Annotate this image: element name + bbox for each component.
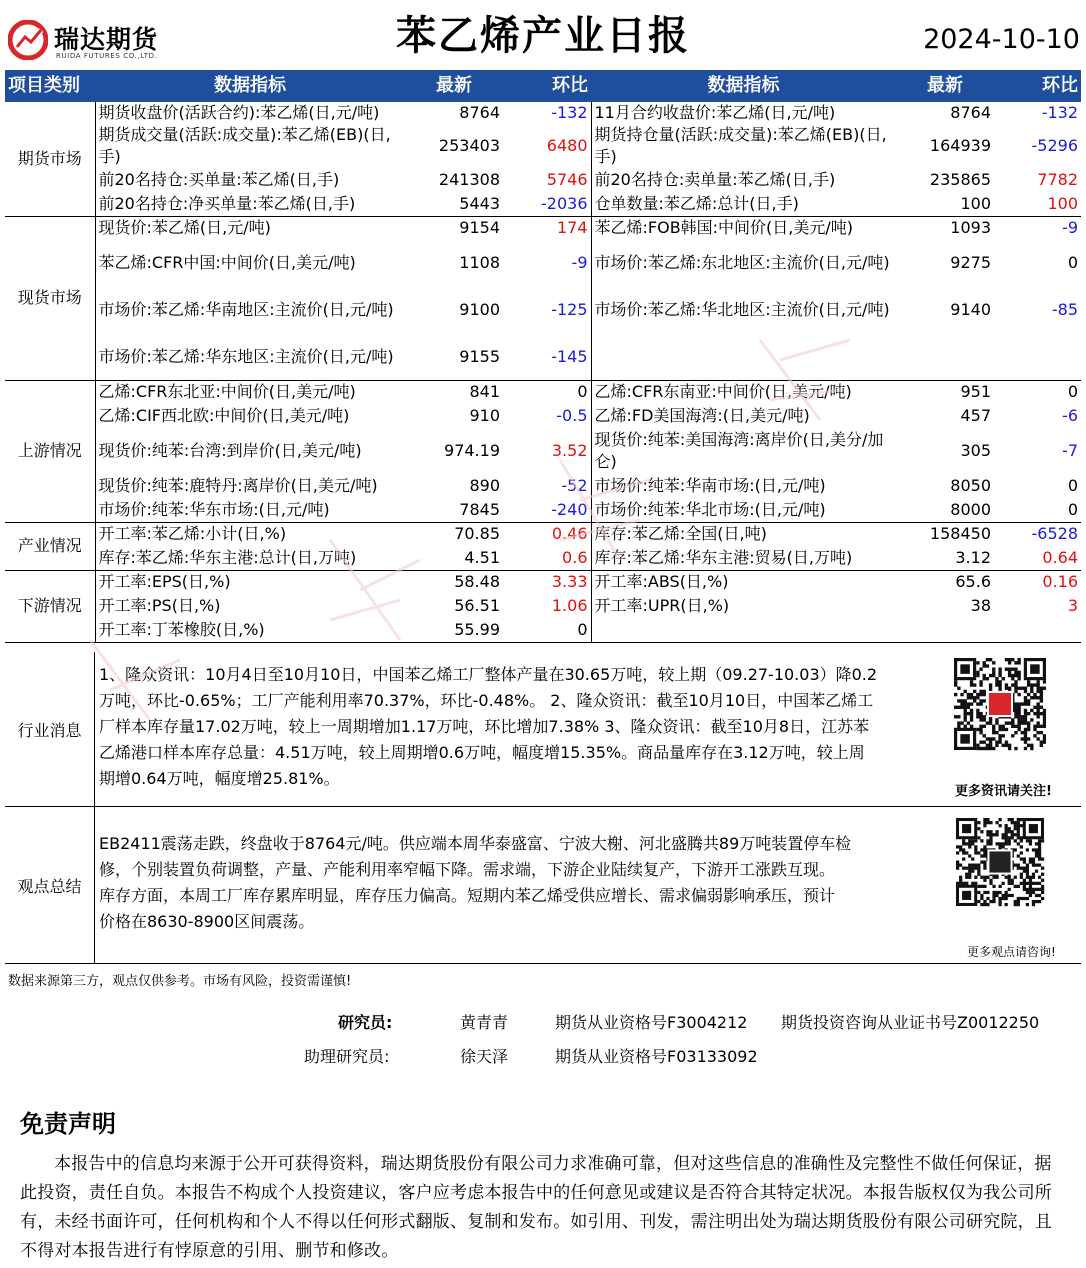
change-value: 0 — [577, 382, 588, 402]
header-indicator: 数据指标 — [95, 70, 405, 102]
latest-value: 8050 — [950, 476, 991, 495]
table-row — [5, 124, 1081, 168]
change-value: -9 — [571, 253, 588, 272]
latest-value: 55.99 — [405, 618, 503, 642]
indicator-name: 库存:苯乙烯:华东主港:总计(日,万吨) — [95, 546, 405, 570]
change-value: 0.64 — [994, 546, 1081, 570]
latest-value: 8764 — [950, 103, 991, 122]
latest-value: 7845 — [405, 498, 503, 522]
indicator-name: 现货价:纯苯:台湾:到岸价(日,美元/吨) — [98, 441, 362, 460]
latest-value: 9275 — [950, 253, 991, 272]
table-row — [5, 618, 1081, 642]
latest-value: 841 — [469, 382, 500, 402]
news-line: 乙烯港口样本库存总量：4.51万吨，较上周期增0.6万吨，幅度增15.35%。商品量库存在3.12万吨，较上周 — [99, 743, 865, 762]
indicator-name: 开工率:苯乙烯:小计(日,%) — [98, 524, 287, 544]
header-change-2: 环比 — [994, 70, 1081, 102]
summary-line: EB2411震荡走跌，终盘收于8764元/吨。供应端本周华泰盛富、宁波大榭、河北盛腾共89万吨装置停车检 — [99, 834, 852, 853]
table-row — [5, 240, 1081, 286]
latest-value — [896, 618, 994, 642]
latest-value: 38 — [970, 596, 991, 615]
researcher-cert: 期货从业资格号F3004212 — [555, 1013, 748, 1032]
view-summary-block — [5, 807, 1081, 964]
change-value: -85 — [1051, 300, 1078, 319]
change-value: 3.52 — [551, 441, 588, 460]
table-row — [5, 380, 1081, 404]
disclaimer-text: 本报告中的信息均来源于公开可获得资料，瑞达期货股份有限公司力求准确可靠，但对这些信息的准确性及完整性不做任何保证，据此投资，责任自负。本报告不构成个人投资建议，客户应考虑本报告中的任何意见或建议是否符合其特定状况。本报告版权仅为我公司所有，未经书面许可，任何机构和个人不得以任何形式翻版、复制和发布。如引用、刊发，需注明出处为瑞达期货股份有限公司研究院，且不得对本报告进行有悖原意的引用、删节和修改。 — [20, 1154, 1052, 1261]
indicator-name — [591, 618, 896, 642]
table-row — [5, 286, 1081, 334]
table-row — [5, 168, 1081, 192]
change-value: -2036 — [503, 192, 591, 216]
indicator-name: 现货价:苯乙烯(日,元/吨) — [98, 218, 271, 238]
category-label: 现货市场 — [5, 216, 95, 380]
indicator-name: 市场价:纯苯:华北市场:(日,元/吨) — [591, 498, 896, 522]
change-value: -5296 — [1031, 136, 1078, 155]
change-value: -145 — [503, 334, 591, 380]
latest-value: 9140 — [950, 300, 991, 319]
latest-value: 8000 — [896, 498, 994, 522]
indicator-name: 开工率:EPS(日,%) — [98, 572, 231, 592]
report-title: 苯乙烯产业日报 — [396, 13, 690, 59]
table-body — [5, 102, 1081, 642]
change-value: -6 — [1062, 406, 1078, 425]
header-latest: 最新 — [405, 70, 503, 102]
indicator-name: 乙烯:CFR东北亚:中间价(日,美元/吨) — [98, 382, 356, 402]
indicator-name: 11月合约收盘价:苯乙烯(日,元/吨) — [591, 102, 896, 124]
indicator-name: 苯乙烯:CFR中国:中间价(日,美元/吨) — [98, 253, 356, 272]
header-category: 项目类别 — [5, 70, 95, 102]
indicator-name: 期货持仓量(活跃:成交量):苯乙烯(EB)(日,手) — [591, 124, 896, 168]
latest-value: 4.51 — [405, 546, 503, 570]
category-label: 上游情况 — [5, 380, 95, 522]
latest-value: 164939 — [929, 136, 991, 155]
change-value: -7 — [1062, 441, 1078, 460]
assistant-cert: 期货从业资格号F03133092 — [555, 1047, 758, 1066]
table-row — [5, 404, 1081, 428]
researcher-label: 研究员: — [338, 1013, 393, 1032]
change-value: -9 — [1062, 218, 1078, 238]
change-value: -6528 — [1031, 524, 1078, 544]
latest-value: 253403 — [438, 136, 500, 155]
change-value: 0 — [1067, 476, 1078, 495]
summary-line: 库存方面，本周工厂库存累库明显，库存压力偏高。短期内苯乙烯受供应增长、需求偏弱影响承压，预计 — [99, 886, 836, 905]
assistant-name: 徐天泽 — [460, 1047, 509, 1066]
header-change: 环比 — [503, 70, 591, 102]
disclaimer-title: 免责声明 — [20, 1110, 116, 1138]
assistant-label: 助理研究员: — [304, 1047, 390, 1066]
view-summary-text — [99, 831, 851, 935]
latest-value — [896, 334, 994, 380]
news-line: 厂样本库存量17.02万吨，较上一周期增加1.17万吨，环比增加7.38% 3、隆众资讯：截至10月8日，江苏苯 — [99, 717, 870, 736]
data-table — [5, 70, 1081, 643]
researcher-name: 黄青青 — [460, 1013, 509, 1032]
latest-value: 305 — [960, 441, 991, 460]
researcher-advisory-cert: 期货投资咨询从业证书号Z0012250 — [781, 1013, 1040, 1032]
indicator-name: 市场价:苯乙烯:华东地区:主流价(日,元/吨) — [95, 334, 405, 380]
indicator-name: 市场价:苯乙烯:东北地区:主流价(日,元/吨) — [591, 240, 896, 286]
header-indicator-2: 数据指标 — [591, 70, 896, 102]
indicator-name: 期货成交量(活跃:成交量):苯乙烯(EB)(日,手) — [98, 125, 391, 166]
indicator-name: 开工率:PS(日,%) — [98, 596, 221, 615]
change-value: 0 — [1067, 253, 1078, 272]
news-line: 万吨，环比-0.65%；工厂产能利用率70.37%，环比-0.48%。 2、隆众资讯：截至10月10日，中国苯乙烯工 — [99, 691, 874, 710]
change-value: 5746 — [546, 170, 588, 189]
latest-value: 457 — [960, 406, 991, 425]
table-header-row — [5, 70, 1081, 102]
indicator-name: 乙烯:CIF西北欧:中间价(日,美元/吨) — [98, 406, 350, 425]
indicator-name: 前20名持仓:卖单量:苯乙烯(日,手) — [591, 168, 896, 192]
change-value: 0.6 — [503, 546, 591, 570]
latest-value: 8764 — [459, 103, 500, 122]
change-value: -52 — [561, 476, 588, 495]
change-value: 7782 — [1037, 170, 1078, 189]
qr-code-icon — [954, 658, 1046, 768]
change-value: 3.33 — [551, 572, 588, 592]
news-line: 1、隆众资讯：10月4日至10月10日，中国苯乙烯工厂整体产量在30.65万吨，较上期（09.27-10.03）降0.2 — [99, 665, 878, 684]
table-row — [5, 474, 1081, 498]
latest-value: 65.6 — [955, 572, 991, 592]
latest-value: 974.19 — [444, 441, 500, 460]
wechat-qr-code-icon — [955, 817, 1045, 933]
table-row — [5, 192, 1081, 216]
change-value: -132 — [1041, 103, 1078, 122]
change-value: 0 — [1067, 382, 1078, 402]
summary-line: 修，个别装置负荷调整，产量、产能利用率窄幅下降。需求端，下游企业陆续复产，下游开工涨跌互现。 — [99, 860, 836, 879]
table-row — [5, 102, 1081, 124]
change-value: -0.5 — [556, 406, 588, 425]
company-name-en: RUIDA FUTURES CO.,LTD. — [56, 52, 158, 60]
indicator-name: 前20名持仓:买单量:苯乙烯(日,手) — [98, 170, 340, 189]
latest-value: 9154 — [459, 218, 500, 238]
indicator-name: 库存:苯乙烯:华东主港:贸易(日,万吨) — [591, 546, 896, 570]
table-row — [5, 522, 1081, 546]
indicator-name: 期货收盘价(活跃合约):苯乙烯(日,元/吨) — [98, 103, 380, 122]
table-row — [5, 546, 1081, 570]
change-value — [994, 334, 1081, 380]
table-row — [5, 334, 1081, 380]
table-row — [5, 428, 1081, 474]
industry-news-text — [99, 662, 877, 792]
table-row — [5, 570, 1081, 594]
indicator-name: 乙烯:FD美国海湾:(日,美元/吨) — [591, 404, 896, 428]
indicator-name: 市场价:纯苯:华东市场:(日,元/吨) — [95, 498, 405, 522]
table-row — [5, 498, 1081, 522]
change-value: 174 — [556, 218, 588, 238]
industry-news-label: 行业消息 — [5, 652, 95, 806]
latest-value: 890 — [469, 476, 500, 495]
view-summary-label: 观点总结 — [5, 807, 95, 963]
latest-value: 235865 — [929, 170, 991, 189]
change-value: 6480 — [546, 136, 588, 155]
change-value: -132 — [551, 103, 588, 122]
indicator-name: 现货价:纯苯:美国海湾:离岸价(日,美分/加仑) — [591, 428, 896, 474]
change-value — [994, 618, 1081, 642]
industry-news-block — [5, 652, 1081, 807]
change-value: 100 — [994, 192, 1081, 216]
indicator-name: 仓单数量:苯乙烯:总计(日,手) — [591, 192, 896, 216]
data-source-note: 数据来源第三方，观点仅供参考。市场有风险，投资需谨慎! — [8, 974, 352, 989]
indicator-name: 前20名持仓:净买单量:苯乙烯(日,手) — [95, 192, 405, 216]
indicator-name: 库存:苯乙烯:全国(日,吨) — [591, 522, 896, 546]
company-name: 瑞达期货 — [54, 25, 159, 54]
latest-value: 56.51 — [454, 596, 500, 615]
change-value: 0.46 — [551, 524, 588, 544]
indicator-name: 现货价:纯苯:鹿特丹:离岸价(日,美元/吨) — [98, 476, 378, 495]
report-date: 2024-10-10 — [923, 24, 1080, 55]
indicator-name: 市场价:纯苯:华南市场:(日,元/吨) — [591, 474, 896, 498]
indicator-name: 开工率:丁苯橡胶(日,%) — [95, 618, 405, 642]
indicator-name: 市场价:苯乙烯:华北地区:主流价(日,元/吨) — [591, 286, 896, 334]
latest-value: 100 — [896, 192, 994, 216]
change-value: 3 — [1067, 596, 1078, 615]
news-line: 期增0.64万吨，幅度增25.81%。 — [99, 769, 340, 788]
indicator-name: 市场价:苯乙烯:华南地区:主流价(日,元/吨) — [98, 300, 394, 319]
change-value: -240 — [503, 498, 591, 522]
latest-value: 1093 — [950, 218, 991, 238]
change-value: 0.16 — [1042, 572, 1078, 592]
latest-value: 241308 — [438, 170, 500, 189]
header-latest-2: 最新 — [896, 70, 994, 102]
summary-qr-caption: 更多观点请咨询! — [967, 945, 1056, 959]
change-value: 0 — [994, 498, 1081, 522]
latest-value: 9100 — [459, 300, 500, 319]
latest-value: 3.12 — [896, 546, 994, 570]
category-label: 下游情况 — [5, 570, 95, 642]
latest-value: 5443 — [405, 192, 503, 216]
latest-value: 910 — [469, 406, 500, 425]
latest-value: 9155 — [405, 334, 503, 380]
change-value: -125 — [551, 300, 588, 319]
news-qr-caption: 更多资讯请关注! — [955, 784, 1052, 799]
latest-value: 951 — [960, 382, 991, 402]
change-value: 0 — [503, 618, 591, 642]
latest-value: 70.85 — [454, 524, 500, 544]
summary-line: 价格在8630-8900区间震荡。 — [99, 912, 315, 931]
indicator-name: 乙烯:CFR东南亚:中间价(日,美元/吨) — [591, 380, 896, 404]
indicator-name: 开工率:UPR(日,%) — [591, 594, 896, 618]
indicator-name: 苯乙烯:FOB韩国:中间价(日,美元/吨) — [591, 216, 896, 240]
latest-value: 158450 — [929, 524, 991, 544]
table-row — [5, 216, 1081, 240]
category-label: 产业情况 — [5, 522, 95, 570]
indicator-name — [591, 334, 896, 380]
report-header — [0, 0, 1086, 68]
indicator-name: 开工率:ABS(日,%) — [591, 570, 896, 594]
change-value: 1.06 — [551, 596, 588, 615]
latest-value: 1108 — [459, 253, 500, 272]
table-row — [5, 594, 1081, 618]
category-label: 期货市场 — [5, 102, 95, 216]
latest-value: 58.48 — [454, 572, 500, 592]
